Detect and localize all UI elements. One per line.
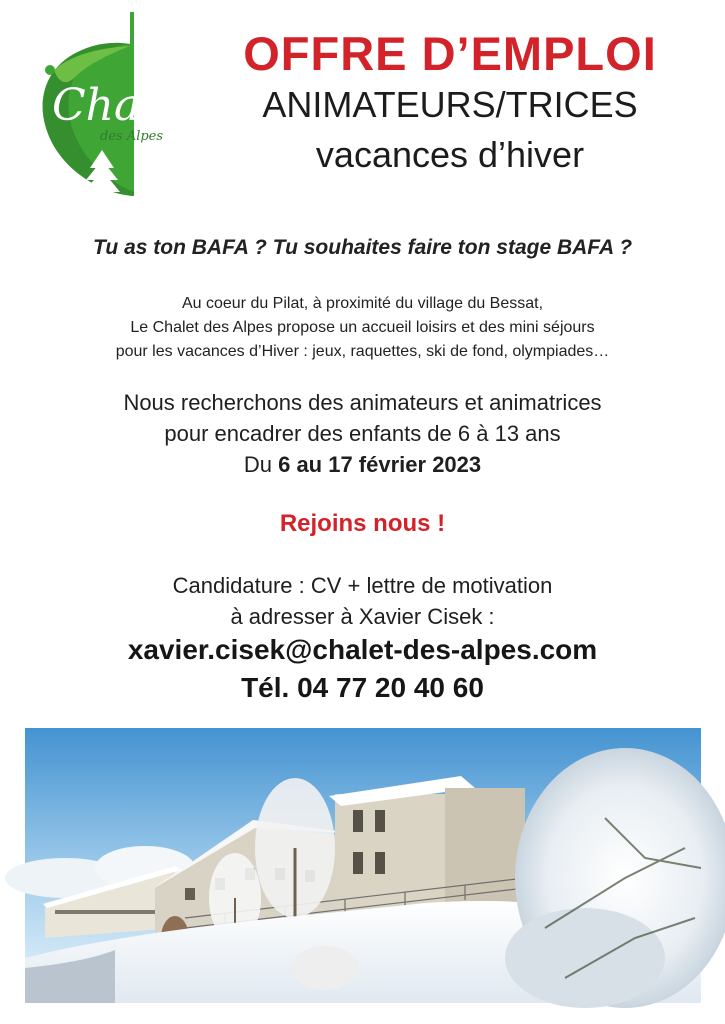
job-offer-title: OFFRE D’EMPLOI	[243, 27, 657, 80]
application-line-1: Candidature : CV + lettre de motivation	[172, 573, 553, 598]
description-line: pour les vacances d’Hiver : jeux, raquettes, ski de fond, olympiades…	[115, 343, 610, 360]
recruitment-text	[0, 387, 725, 480]
recruitment-dates	[0, 449, 725, 480]
join-us-text: Rejoins nous !	[279, 510, 446, 537]
dates-prefix: Du	[243, 452, 279, 477]
logo-text-des-alpes: des Alpes	[100, 129, 164, 144]
application-line-2: à adresser à Xavier Cisek :	[230, 604, 495, 629]
description-line: Le Chalet des Alpes propose un accueil loisirs et des mini séjours	[130, 319, 595, 336]
winter-chalet-photo	[25, 728, 701, 1003]
season-title: vacances d’hiver	[315, 134, 585, 175]
chalet-des-alpes-logo	[30, 8, 199, 203]
recruitment-line-1: Nous recherchons des animateurs et animatrices	[123, 390, 602, 415]
contact-phone[interactable]: Tél. 04 77 20 40 60	[241, 672, 484, 703]
logo-text-chalet: Chalet	[52, 80, 199, 131]
position-title: ANIMATEURS/TRICES	[262, 84, 638, 125]
contact-email[interactable]: xavier.cisek@chalet-des-alpes.com	[127, 634, 598, 665]
application-info	[0, 570, 725, 632]
description-line: Au coeur du Pilat, à proximité du village du Bessat,	[181, 295, 544, 312]
dates-range: 6 au 17 février 2023	[278, 452, 482, 477]
bafa-question: Tu as ton BAFA ? Tu souhaites faire ton stage BAFA ?	[92, 236, 633, 259]
recruitment-line-2: pour encadrer des enfants de 6 à 13 ans	[164, 421, 561, 446]
description	[0, 292, 725, 364]
